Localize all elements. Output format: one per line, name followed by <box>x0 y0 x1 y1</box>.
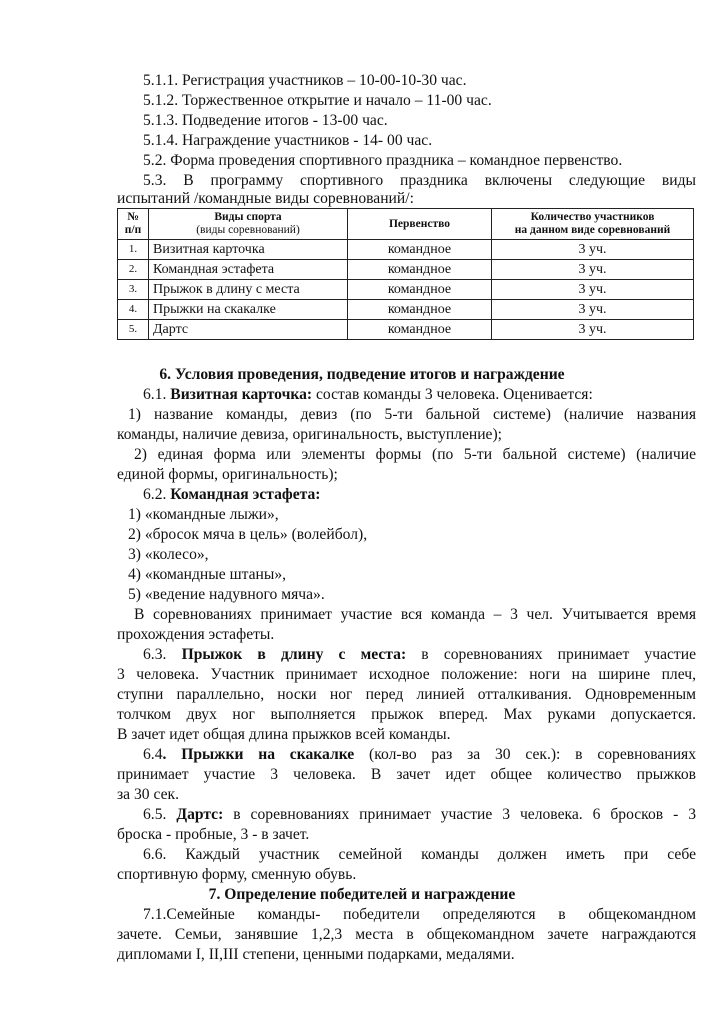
sports-table <box>117 208 694 340</box>
section-7-title: 7. Определение победителей и награждение <box>208 886 516 903</box>
header-participants: Количество участников на данном виде соревнований <box>492 209 694 240</box>
row-participants: 3 уч. <box>492 280 694 300</box>
schedule-item-514: 5.1.4. Награждение участников - 14- 00 час. <box>143 132 433 149</box>
row-championship: командное <box>348 300 492 320</box>
relay-note-line-1: В соревнованиях принимает участие вся команда – 3 чел. Учитывается время <box>134 606 696 623</box>
paragraph-5-3-line-2: испытаний /командные виды соревнований/: <box>117 190 414 207</box>
paragraph-6-1-item-2-line-1: 2) единая форма или элементы формы (по 5-ти бальной системе) (наличие <box>134 446 696 463</box>
paragraph-6-3-line-5: В зачет идет общая длина прыжков всей команды. <box>117 726 451 743</box>
paragraph-5-2: 5.2. Форма проведения спортивного праздника – командное первенство. <box>143 152 623 169</box>
paragraph-7-1-line-1: 7.1.Семейные команды- победители определяются в общекомандном <box>143 906 696 923</box>
table-row <box>118 240 694 260</box>
schedule-item-513: 5.1.3. Подведение итогов - 13-00 час. <box>143 112 388 129</box>
paragraph-6-4-line-3: за 30 сек. <box>117 786 179 803</box>
row-number: 4. <box>118 300 149 320</box>
row-sport: Прыжок в длину с места <box>149 280 348 300</box>
header-number: № п/п <box>118 209 149 240</box>
paragraph-6-3-line-4: толчком двух ног выполняется прыжок вперед. Мах руками допускается. <box>117 706 696 723</box>
table-row <box>118 300 694 320</box>
paragraph-7-1-line-3: дипломами I, II,III степени, ценными подарками, медалями. <box>117 946 515 963</box>
table-row <box>118 260 694 280</box>
paragraph-6-1-heading: Визитная карточка: <box>170 386 313 403</box>
paragraph-6-2-heading: Командная эстафета: <box>170 486 321 503</box>
paragraph-6-4-heading: . Прыжки на скакалке <box>162 746 355 763</box>
schedule-item-511: 5.1.1. Регистрация участников – 10-00-10-30 час. <box>143 72 467 89</box>
row-championship: командное <box>348 320 492 340</box>
relay-item-4: 4) «командные штаны», <box>128 566 287 583</box>
paragraph-6-5-line-1: 6.5. Дартс: в соревнованиях принимает участие 3 человека. 6 бросков - 3 <box>143 806 696 823</box>
row-participants: 3 уч. <box>492 260 694 280</box>
paragraph-6-3-line-3: ступни параллельно, носки ног перед линией отталкивания. Одновременным <box>117 686 696 703</box>
table-row <box>118 280 694 300</box>
paragraph-6-4-line-1: 6.4. Прыжки на скакалке (кол-во раз за 30 сек.): в соревнованиях <box>143 746 697 763</box>
paragraph-5-3-line-1: 5.3. В программу спортивного праздника включены следующие виды <box>143 172 696 189</box>
paragraph-6-5-heading: Дартс: <box>176 806 224 823</box>
row-number: 1. <box>118 240 149 260</box>
paragraph-6-3-line-1: 6.3. Прыжок в длину с места: в соревнованиях принимает участие <box>143 646 696 663</box>
relay-item-1: 1) «командные лыжи», <box>128 506 279 523</box>
row-number: 2. <box>118 260 149 280</box>
paragraph-6-6-line-1: 6.6. Каждый участник семейной команды должен иметь при себе <box>143 846 696 863</box>
row-sport: Прыжки на скакалке <box>149 300 348 320</box>
table-header-row <box>118 209 694 240</box>
section-6-title: 6. Условия проведения, подведение итогов и награждение <box>159 366 565 383</box>
paragraph-7-1-line-2: зачете. Семьи, занявшие 1,2,3 места в общекомандном зачете награждаются <box>117 926 696 943</box>
row-championship: командное <box>348 260 492 280</box>
row-championship: командное <box>348 280 492 300</box>
paragraph-6-1: 6.1. Визитная карточка: состав команды 3 человека. Оценивается: <box>143 386 593 403</box>
row-participants: 3 уч. <box>492 300 694 320</box>
paragraph-6-1-item-2-line-2: единой формы, оригинальность); <box>117 466 338 483</box>
paragraph-6-5-line-2: броска - пробные, 3 - в зачет. <box>117 826 310 843</box>
paragraph-6-1-item-1-line-1: 1) название команды, девиз (по 5-ти бальной системе) (наличие названия <box>128 406 696 423</box>
header-championship: Первенство <box>348 209 492 240</box>
paragraph-6-3-line-2: 3 человека. Участник принимает исходное положение: ноги на ширине плеч, <box>117 666 696 683</box>
paragraph-6-6-line-2: спортивную форму, сменную обувь. <box>117 866 357 883</box>
row-participants: 3 уч. <box>492 320 694 340</box>
paragraph-6-3-heading: Прыжок в длину с места: <box>181 646 407 663</box>
paragraph-6-2: 6.2. Командная эстафета: <box>143 486 321 503</box>
row-sport: Командная эстафета <box>149 260 348 280</box>
paragraph-6-4-line-2: принимает участие 3 человека. В зачет идет общее количество прыжков <box>117 766 696 783</box>
row-sport: Дартс <box>149 320 348 340</box>
paragraph-6-1-item-1-line-2: команды, наличие девиза, оригинальность, выступление); <box>117 426 503 443</box>
row-number: 5. <box>118 320 149 340</box>
relay-item-5: 5) «ведение надувного мяча». <box>128 586 325 603</box>
relay-item-2: 2) «бросок мяча в цель» (волейбол), <box>128 526 368 543</box>
row-number: 3. <box>118 280 149 300</box>
schedule-item-512: 5.1.2. Торжественное открытие и начало – 11-00 час. <box>143 92 492 109</box>
row-participants: 3 уч. <box>492 240 694 260</box>
table-row <box>118 320 694 340</box>
relay-item-3: 3) «колесо», <box>128 546 209 563</box>
row-sport: Визитная карточка <box>149 240 348 260</box>
relay-note-line-2: прохождения эстафеты. <box>117 626 275 643</box>
header-sport: Виды спорта (виды соревнований) <box>149 209 348 240</box>
row-championship: командное <box>348 240 492 260</box>
